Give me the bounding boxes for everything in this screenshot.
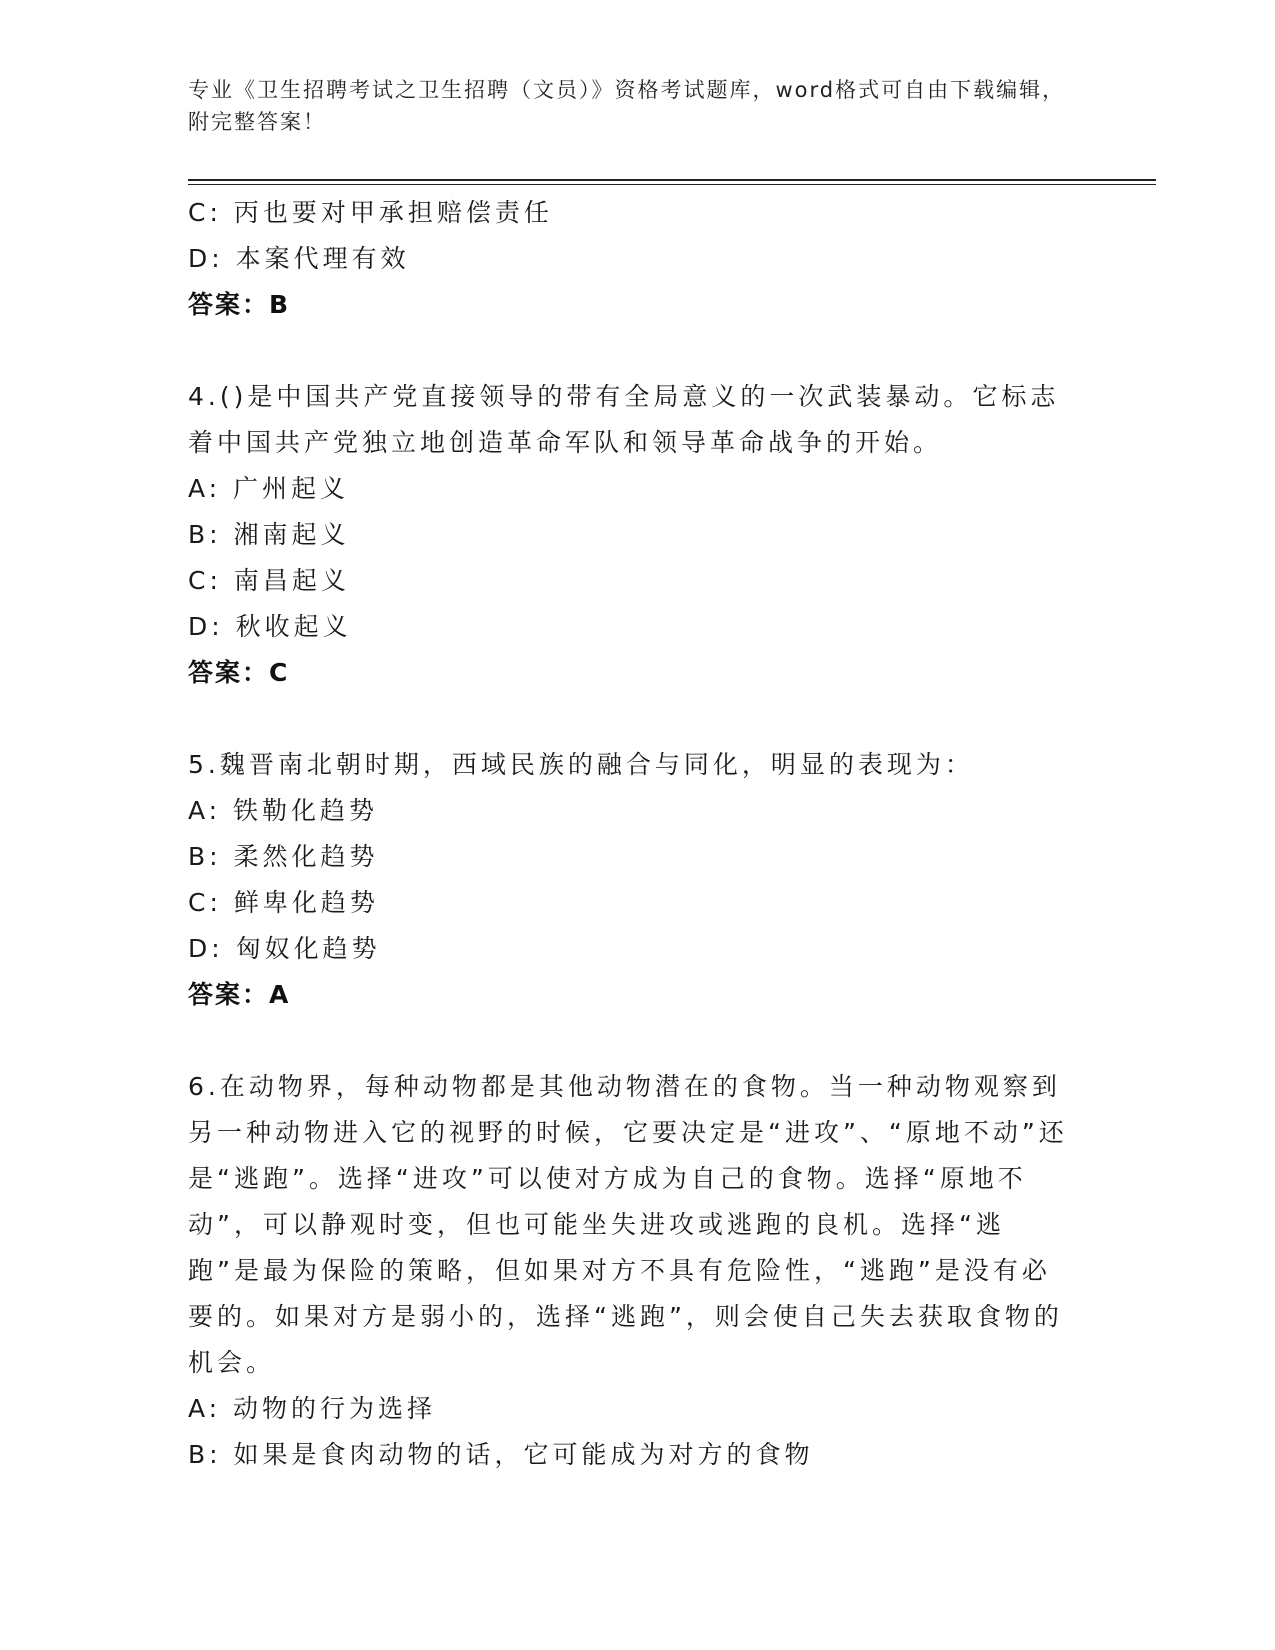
option-b: B: 如果是食肉动物的话，它可能成为对方的食物 (188, 1440, 814, 1469)
option-b: B: 柔然化趋势 (188, 842, 379, 871)
question-block-4 (188, 374, 1068, 696)
header-divider-thin (188, 184, 1156, 185)
option-b: B: 湘南起义 (188, 520, 350, 549)
option-a: A: 动物的行为选择 (188, 1394, 437, 1423)
option-a: A: 铁勒化趋势 (188, 796, 379, 825)
option-c: C: 丙也要对甲承担赔偿责任 (188, 198, 553, 227)
option-d: D: 秋收起义 (188, 612, 352, 641)
spacer (188, 696, 1068, 742)
question-list (188, 190, 1068, 1478)
option-c: C: 南昌起义 (188, 566, 350, 595)
question-block-5 (188, 742, 1068, 1018)
question-block-6 (188, 1064, 1068, 1478)
question-stem: 5.魏晋南北朝时期，西域民族的融合与同化，明显的表现为： (188, 750, 974, 779)
header-title: 专业《卫生招聘考试之卫生招聘（文员）》资格考试题库，word格式可自由下载编辑，附完整答案！ (188, 78, 1066, 134)
question-block-3 (188, 190, 1068, 328)
page-header (188, 74, 1088, 138)
spacer (188, 328, 1068, 374)
question-stem: 4.()是中国共产党直接领导的带有全局意义的一次武装暴动。它标志着中国共产党独立地创造革命军队和领导革命战争的开始。 (188, 382, 1060, 457)
spacer (188, 1018, 1068, 1064)
option-d: D: 本案代理有效 (188, 244, 410, 273)
option-a: A: 广州起义 (188, 474, 350, 503)
option-c: C: 鲜卑化趋势 (188, 888, 379, 917)
answer-line: 答案：B (188, 290, 291, 319)
answer-line: 答案：A (188, 980, 291, 1009)
question-stem: 6.在动物界，每种动物都是其他动物潜在的食物。当一种动物观察到另一种动物进入它的视野的时候，它要决定是“进攻”、“原地不动”还是“逃跑”。选择“进攻”可以使对方成为自己的食物。选择“原地不动”，可以静观时变，但也可能坐失进攻或逃跑的良机。选择“逃跑”是最为保险的策略，但如果对方不具有危险性，“逃跑”是没有必要的。如果对方是弱小的，选择“逃跑”，则会使自己失去获取食物的机会。 (188, 1072, 1068, 1377)
answer-line: 答案：C (188, 658, 290, 687)
header-divider (188, 179, 1156, 181)
option-d: D: 匈奴化趋势 (188, 934, 381, 963)
